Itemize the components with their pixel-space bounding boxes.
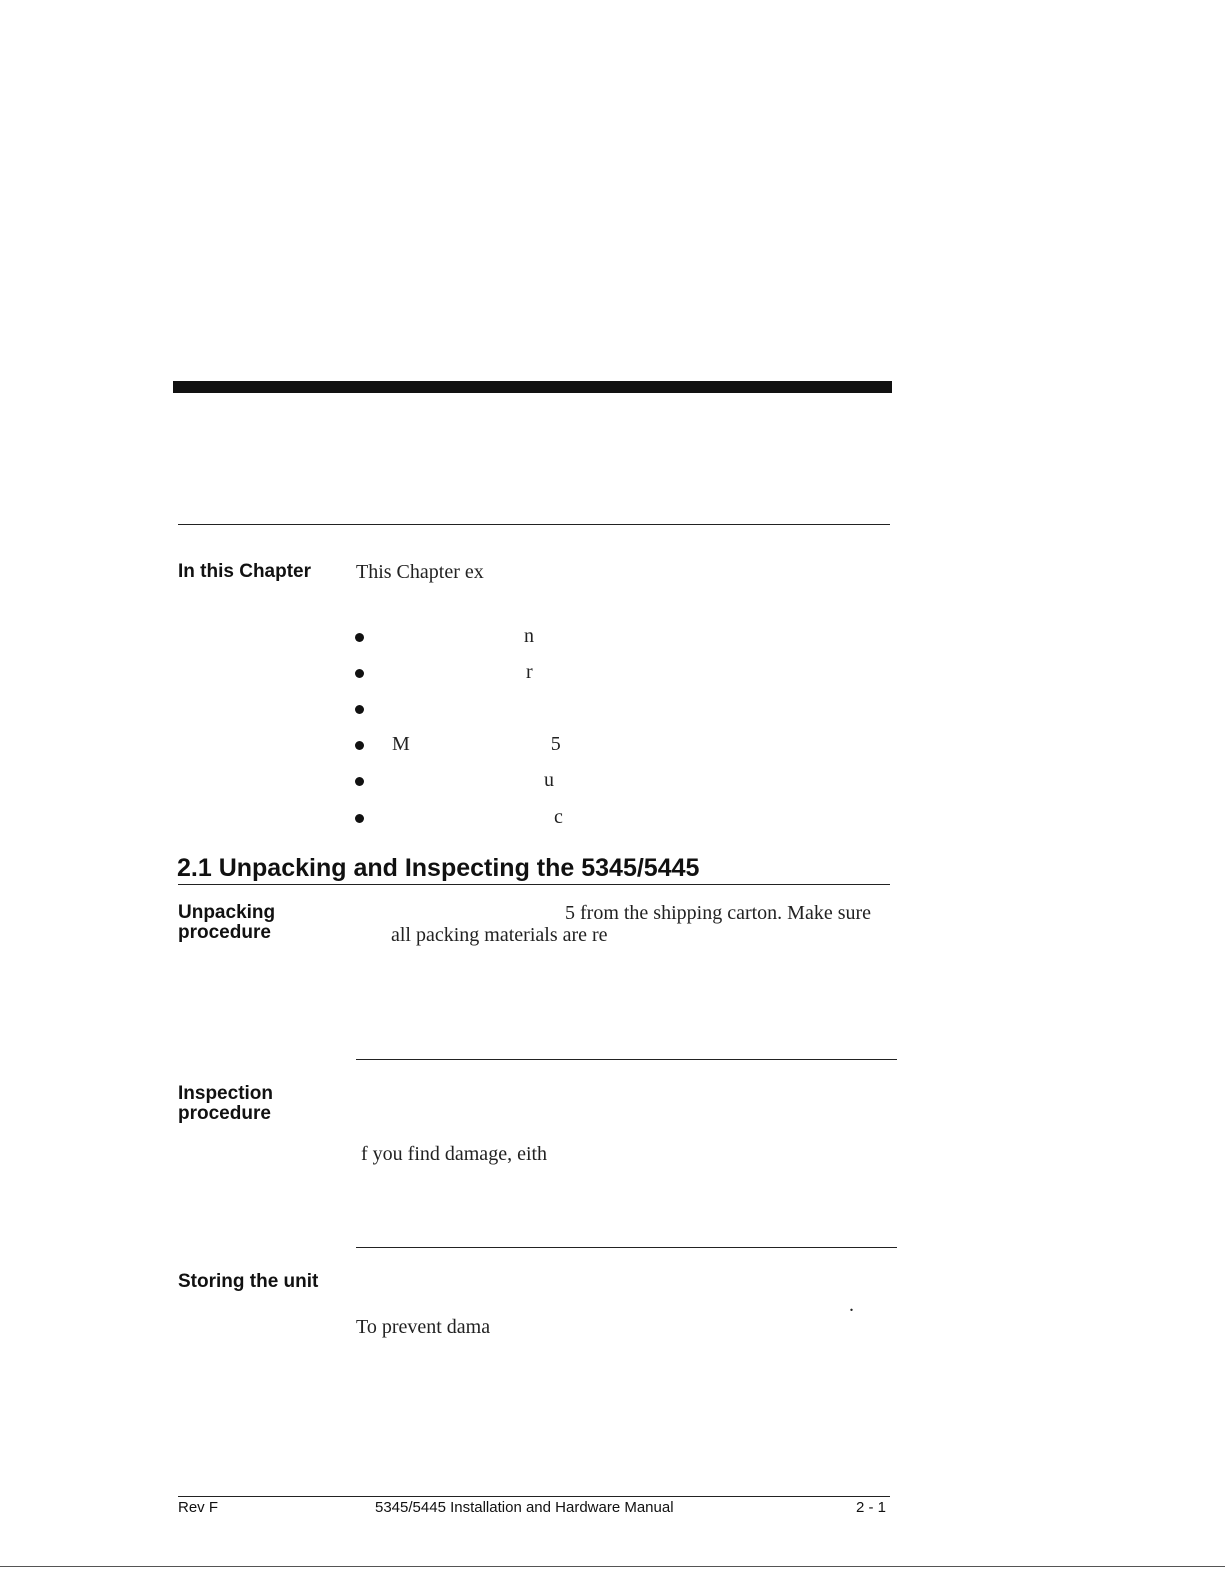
bullet-text: n	[524, 625, 534, 647]
section-heading: 2.1 Unpacking and Inspecting the 5345/5445	[177, 854, 700, 882]
unpacking-label-line1: Unpacking	[178, 902, 276, 923]
storing-divider	[356, 1247, 897, 1248]
storing-unit-label: Storing the unit	[178, 1271, 319, 1292]
footer-title: 5345/5445 Installation and Hardware Manual	[375, 1499, 674, 1516]
unpacking-text-line1: 5 from the shipping carton. Make sure	[565, 902, 872, 924]
unpacking-text-line2: all packing materials are re	[391, 924, 608, 946]
chapter-intro-divider	[178, 524, 890, 525]
bullet-item-2	[355, 661, 855, 687]
storing-text: To prevent dama	[356, 1316, 491, 1338]
bullet-text: u	[544, 769, 554, 791]
footer-rule	[178, 1496, 890, 1497]
bullet-dot-icon	[355, 777, 364, 786]
storing-dot: .	[849, 1294, 854, 1316]
bullet-item-5	[355, 769, 855, 795]
inspection-label-line1: Inspection	[178, 1083, 274, 1104]
bullet-item-4	[355, 733, 855, 759]
page-bottom-edge	[0, 1566, 1225, 1567]
footer-page-number: 2 - 1	[856, 1499, 887, 1516]
inspection-label-line2: procedure	[178, 1103, 271, 1124]
bullet-dot-icon	[355, 705, 364, 714]
inspection-divider	[356, 1059, 897, 1060]
chapter-intro-label: In this Chapter	[178, 561, 312, 582]
unpacking-label-line2: procedure	[178, 922, 271, 943]
bullet-dot-icon	[355, 741, 364, 750]
section-heading-rule	[178, 884, 890, 885]
footer-revision: Rev F	[178, 1499, 219, 1516]
bullet-text: c	[554, 806, 563, 828]
inspection-text: f you find damage, eith	[361, 1143, 548, 1165]
bullet-text: r	[526, 661, 533, 683]
bullet-dot-icon	[355, 669, 364, 678]
unpacking-procedure-label	[178, 903, 348, 943]
chapter-header-bar	[173, 381, 892, 393]
bullet-dot-icon	[355, 814, 364, 823]
bullet-item-3	[355, 701, 855, 723]
bullet-item-1	[355, 625, 855, 651]
bullet-dot-icon	[355, 633, 364, 642]
bullet-text: M 5	[392, 733, 561, 755]
chapter-intro-text: This Chapter ex	[356, 561, 484, 583]
bullet-item-6	[355, 806, 855, 832]
inspection-procedure-label	[178, 1084, 348, 1124]
